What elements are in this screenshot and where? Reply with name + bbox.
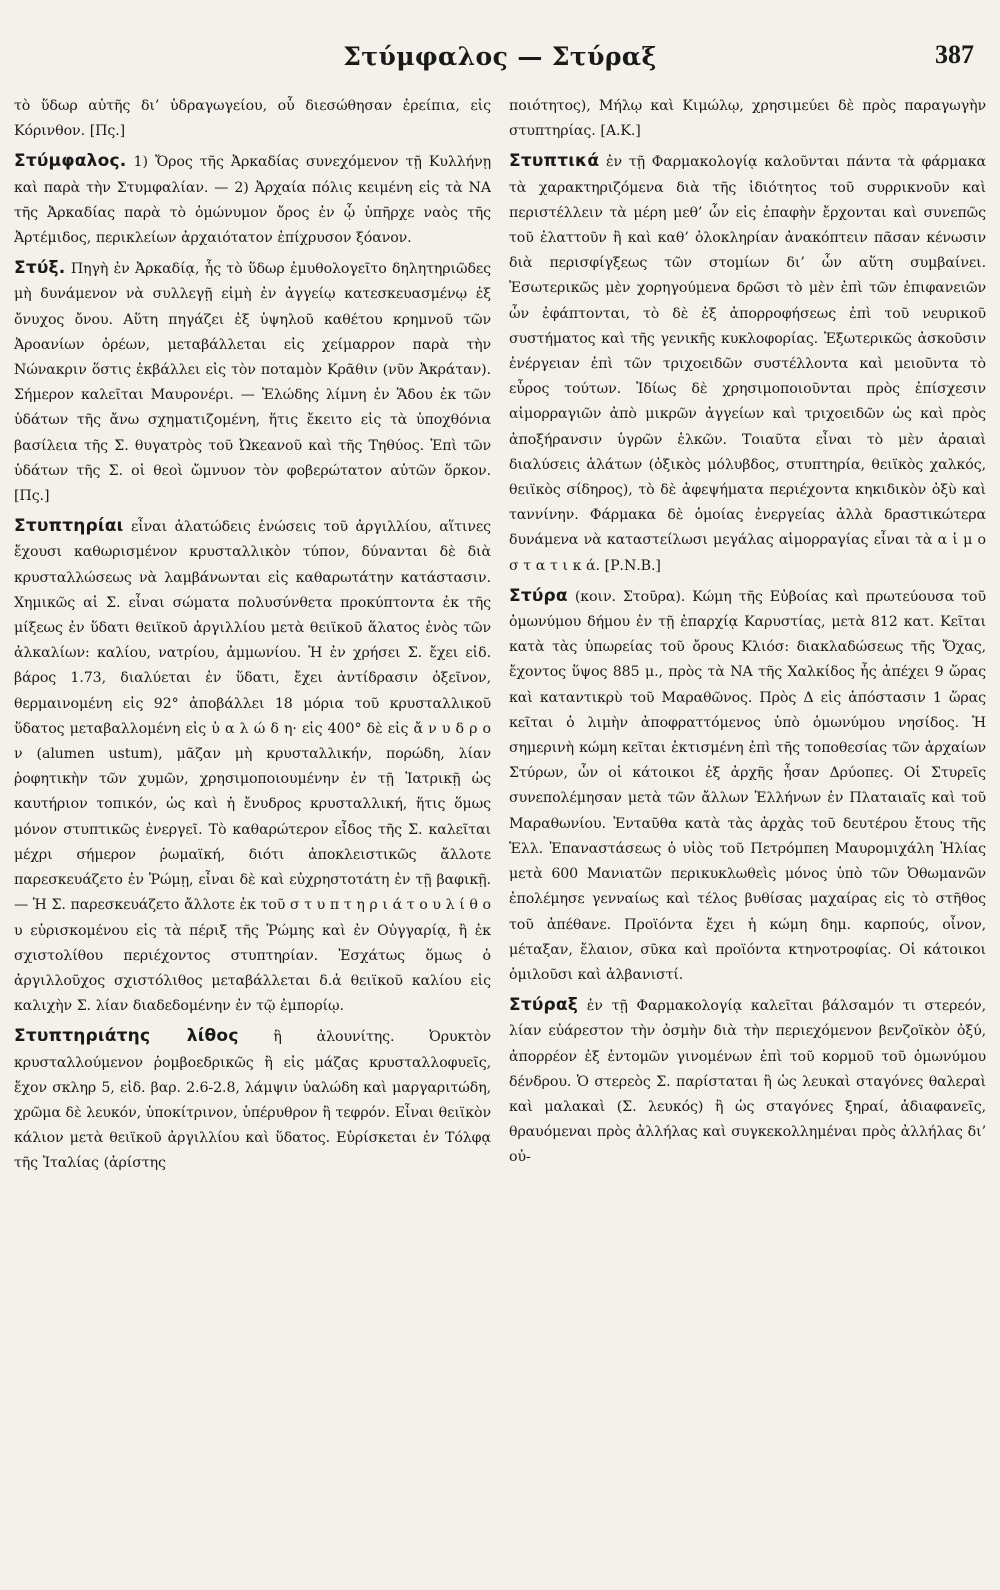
entry-headword: Στυπτηριάτης λίθος xyxy=(14,1026,239,1047)
entry-stymfalos xyxy=(14,149,491,251)
entry-headword: Στύμφαλος. xyxy=(14,151,127,172)
left-column xyxy=(14,94,491,1572)
entry-headword: Στυπτηρίαι xyxy=(14,516,124,537)
entry-text: ἐν τῇ Φαρμακολογίᾳ καλεῖται βάλσαμόν τι στερεόν, λίαν εὐάρεστον τὴν ὀσμὴν διὰ τὴν περιεχόμενον βενζοϊκὸν ὀξύ, ἀπορρέον ἐξ ἐντομῶν γινομένων ἐπὶ τοῦ κορμοῦ τοῦ ὁμωνύμου δένδρου. Ὁ στερεὸς Σ. παρίσταται ἢ ὡς λευκαὶ σταγόνες θαλεραὶ καὶ μαλακαὶ (Σ. λευκός) ἢ ὡς σταγόνες ξηραί, ἀδιαφανεῖς, θραυόμεναι πρὸς ἀλλήλας καὶ συγκεκολλημέναι πρὸς ἀλλήλας δι’ οὐ- xyxy=(509,998,986,1166)
right-column xyxy=(509,94,986,1572)
entry-styx xyxy=(14,256,491,509)
page-header xyxy=(14,36,986,88)
entry-text: ἐν τῇ Φαρμακολογίᾳ καλοῦνται πάντα τὰ φάρμακα τὰ χαρακτηριζόμενα διὰ τῆς ἰδιότητος τοῦ συρρικνοῦν καὶ περιστέλλειν τὰ μέρη μεθ’ ὧν εἰς ἐπαφὴν ἔρχονται καὶ συνεπῶς τοῦ ἐλαττοῦν ἢ καὶ καθ’ ὁλοκληρίαν ἀνακόπτειν πᾶσαν κένωσιν διὰ περισφίγξεως τῶν στομίων δι’ ὧν αὕτη συμβαίνει. Ἐσωτερικῶς μὲν χορηγούμενα δρῶσι τὸ μὲν ἐπὶ τῶν ἐπιφανειῶν ὧν ἐφάπτονται, τὸ δὲ ἐξ ἀπορροφήσεως ἐπὶ τοῦ νευρικοῦ συστήματος καὶ τῆς γενικῆς κυκλοφορίας. Ἐξωτερικῶς ἀσκοῦσιν ἐνέργειαν ἐπὶ τῶν τριχοειδῶν συστέλλοντα καὶ μειοῦντα τὸ εὖρος τούτων. Ἰδίως δὲ χρησιμοποιοῦνται πρὸς ἐπίσχεσιν αἱμορραγιῶν ἀπὸ μικρῶν ἀγγείων καὶ τριχοειδῶν ὡς καὶ πρὸς ἀποξήρανσιν ὑγρῶν ἑλκῶν. Τοιαῦτα εἶναι τὸ μὲν ἀραιαὶ διαλύσεις ἁλάτων (ὀξικὸς μόλυβδος, στυπτηρία, θειϊκὸς χαλκός, θειϊκὸς σίδηρος), τὸ δὲ ἀφεψήματα περιέχοντα κηκιδικὸν ὀξὺ καὶ ταννίνην. Φάρμακα δὲ ὁμοίας ἐνεργείας ἀλλὰ δραστικώτερα δυνάμενα νὰ καταστείλωσι μεγάλας αἱμορραγίας εἶναι τὰ α ἱ μ ο σ τ α τ ι κ ά. [Ρ.Ν.Β.] xyxy=(509,154,986,574)
entry-text: 1) Ὄρος τῆς Ἀρκαδίας συνεχόμενον τῇ Κυλλήνῃ καὶ παρὰ τὴν Στυμφαλίαν. — 2) Ἀρχαία πόλις κειμένη εἰς τὰ ΝΑ τῆς Ἀρκαδίας παρὰ τὸ ὁμώνυμον ὄρος ἐν ᾧ ὑπῆρχε ναὸς τῆς Ἀρτέμιδος, περικλείων ἀρχαιότατον ἐπίχρυσον ξόανον. xyxy=(14,154,491,247)
entry-text: ποιότητος), Μήλῳ καὶ Κιμώλῳ, χρησιμεύει δὲ πρὸς παραγωγὴν στυπτηρίας. [Α.Κ.] xyxy=(509,98,986,140)
entry-headword: Στυπτικά xyxy=(509,151,600,172)
entry-styptiriai xyxy=(14,514,491,1019)
entry-text: (κοιν. Στοῦρα). Κώμη τῆς Εὐβοίας καὶ πρωτεύουσα τοῦ ὁμωνύμου δήμου ἐν τῇ ἐπαρχίᾳ Καρυστίας, μετὰ 812 κατ. Κεῖται κατὰ τὰς ὑπωρείας τοῦ ὄρους Κλιόσ: διακλαδώσεως τῆς Ὄχας, ἔχοντος ὕψος 885 μ., πρὸς τὰ ΝΑ τῆς Χαλκίδος ἧς ἀπέχει 9 ὥρας καὶ καταντικρὺ τοῦ Μαραθῶνος. Πρὸς Δ εἰς ἀπόστασιν 1 ὥρας κεῖται ὁ λιμὴν ἀποφραττόμενος ὑπὸ ὁμωνύμου νησίδος. Ἡ σημερινὴ κώμη κεῖται ἐκτισμένη ἐπὶ τῆς τοποθεσίας τῶν ἀρχαίων Στύρων, ὧν οἱ κάτοικοι ἐξ ἀρχῆς ἦσαν Δρύοπες. Οἱ Στυρεῖς συνεπολέμησαν μετὰ τῶν ἄλλων Ἑλλήνων ἐν Πλαταιαῖς καὶ τοῦ Μαραθωνίου. Ἐνταῦθα κατὰ τὰς ἀρχὰς τοῦ δευτέρου ἔτους τῆς Ἑλλ. Ἐπαναστάσεως ὁ υἱὸς τοῦ Πετρόμπεη Μαυρομιχάλη Ἠλίας μετὰ 600 Μανιατῶν περικυκλωθεὶς μόνος ὑπὸ τῶν Ὀθωμανῶν ἐπολέμησε γενναίως καὶ τέλος βυθίσας μαχαίρας εἰς τὸ στῆθος τοῦ ἀπέθανε. Προϊόντα ἔχει ἡ κώμη δημ. καρπούς, οἶνον, μέταξαν, ἔλαιον, σῦκα καὶ προϊόντα κτηνοτροφίας. Οἱ κάτοικοι ὁμιλοῦσι καὶ ἀλβανιστί. xyxy=(509,588,986,983)
entry-text: εἶναι ἁλατώδεις ἑνώσεις τοῦ ἀργιλλίου, αἵτινες ἔχουσι καθωρισμένον κρυσταλλικὸν τύπον, δύνανται δὲ διὰ κρυσταλλώσεως νὰ λαμβάνωνται εἰς καθαρωτάτην κατάστασιν. Χημικῶς αἱ Σ. εἶναι σώματα πολυσύνθετα προκύπτοντα ἐκ τῆς μίξεως ἐν ὕδατι θειϊκοῦ ἀργιλλίου μετὰ θειϊκοῦ ἅλατος ἑνὸς τῶν ἀλκαλίων: καλίου, νατρίου, ἀμμωνίου. Ἡ ἐν χρήσει Σ. ἔχει εἰδ. βάρος 1.73, διαλύεται ἐν ὕδατι, ἔχει ἀντίδρασιν ὀξεῖνον, θερμαινομένη εἰς 92° ἀποβάλλει 18 μόρια τοῦ κρυσταλλικοῦ ὕδατος μεταβαλλομένη εἰς ὑ α λ ώ δ η· εἰς 400° δὲ εἰς ἄ ν υ δ ρ ο ν (alumen ustum), μᾶζαν μὴ κρυσταλλικήν, πορώδη, λίαν ῥοφητικὴν τῶν χυμῶν, χρησιμοποιουμένην ἐν τῇ Ἰατρικῇ ὡς καυτήριον τοπικόν, ὡς καὶ ἡ ἔνυδρος κρυσταλλική, ἥτις ὅμως μόνον στυπτικῶς ἐνεργεῖ. Τὸ καθαρώτερον εἶδος τῆς Σ. καλεῖται μέχρι σήμερον ῥωμαϊκή, διότι ἀποκλειστικῶς ἄλλοτε παρεσκευάζετο ἐν Ῥώμῃ, εἶναι δὲ καὶ εὐχρηστοτάτη ἐν τῇ βαφικῇ. — Ἡ Σ. παρεσκευάζετο ἄλλοτε ἐκ τοῦ σ τ υ π τ η ρ ι ά τ ο υ λ ί θ ο υ εὑρισκομένου εἰς τὰ πέριξ τῆς Ῥώμης καὶ ἐν Οὐγγαρίᾳ, ἢ ἐκ σχιστολίθου περιέχοντος στυπτηρίαν. Ἐσχάτως ὅμως ὁ ἀργιλλοῦχος σχιστόλιθος μεταβάλλεται δ.ἁ θειϊκοῦ καλίου εἰς καλιχὴν Σ. λίαν διαδεδομένην ἐν τῷ ἐμπορίῳ. xyxy=(14,519,491,1015)
entry-styrax xyxy=(509,993,986,1170)
entry-continuation xyxy=(14,94,491,144)
running-head: Στύμφαλος — Στύραξ xyxy=(343,42,657,71)
entry-continuation xyxy=(509,94,986,144)
entry-styra xyxy=(509,584,986,988)
entry-headword: Στύραξ xyxy=(509,995,579,1016)
entry-text: τὸ ὕδωρ αὐτῆς δι’ ὑδραγωγείου, οὗ διεσώθησαν ἐρείπια, εἰς Κόρινθον. [Πς.] xyxy=(14,98,491,140)
entry-text: Πηγὴ ἐν Ἀρκαδίᾳ, ἧς τὸ ὕδωρ ἐμυθολογεῖτο δηλητηριῶδες μὴ δυνάμενον νὰ συλλεγῇ εἰμὴ ἐν ἀγγείῳ κατεσκευασμένῳ ἐξ ὄνυχος ὄνου. Αὕτη πηγάζει ἐξ ὑψηλοῦ καθέτου κρημνοῦ τῶν Ἀροανίων ὀρέων, μεταβάλλεται εἰς χείμαρρον παρὰ τὴν Νώνακριν ὅστις ἐκβάλλει εἰς τὸν ποταμὸν Κρᾶθιν (νῦν Ἀκράταν). Σήμερον καλεῖται Μαυρονέρι. — Ἐλώδης λίμνη ἐν Ἅδου ἐκ τῶν ὑδάτων τῆς ἄνω σχηματιζομένη, ἥτις ἔκειτο εἰς τὰ ὑποχθόνια βασίλεια τῆς Σ. θυγατρὸς τοῦ Ὠκεανοῦ καὶ τῆς Τηθύος. Ἐπὶ τῶν ὑδάτων τῆς Σ. οἱ θεοὶ ὤμνυον τὸν φοβερώτατον αὐτῶν ὅρκον. [Πς.] xyxy=(14,261,491,505)
entry-styptiriatis-lithos xyxy=(14,1024,491,1176)
entry-headword: Στύρα xyxy=(509,585,568,606)
entry-styptika xyxy=(509,149,986,578)
two-column-body xyxy=(14,94,986,1572)
page-number: 387 xyxy=(935,40,974,69)
entry-headword: Στύξ. xyxy=(14,258,66,279)
entry-text: ἢ ἀλουνίτης. Ὀρυκτὸν κρυσταλλούμενον ῥομβοεδρικῶς ἢ εἰς μάζας κρυσταλλοφυεῖς, ἔχον σκληρ 5, εἰδ. βαρ. 2.6-2.8, λάμψιν ὑαλώδη καὶ μαργαριτώδη, χρῶμα δὲ λευκόν, ὑποκίτρινον, ὑπέρυθρον ἢ τεφρόν. Εἶναι θειϊκὸν κάλιον μετὰ θειϊκοῦ ἀργιλλίου καὶ ὕδατος. Εὑρίσκεται ἐν Τόλφᾳ τῆς Ἰταλίας (ἀρίστης xyxy=(14,1029,491,1172)
